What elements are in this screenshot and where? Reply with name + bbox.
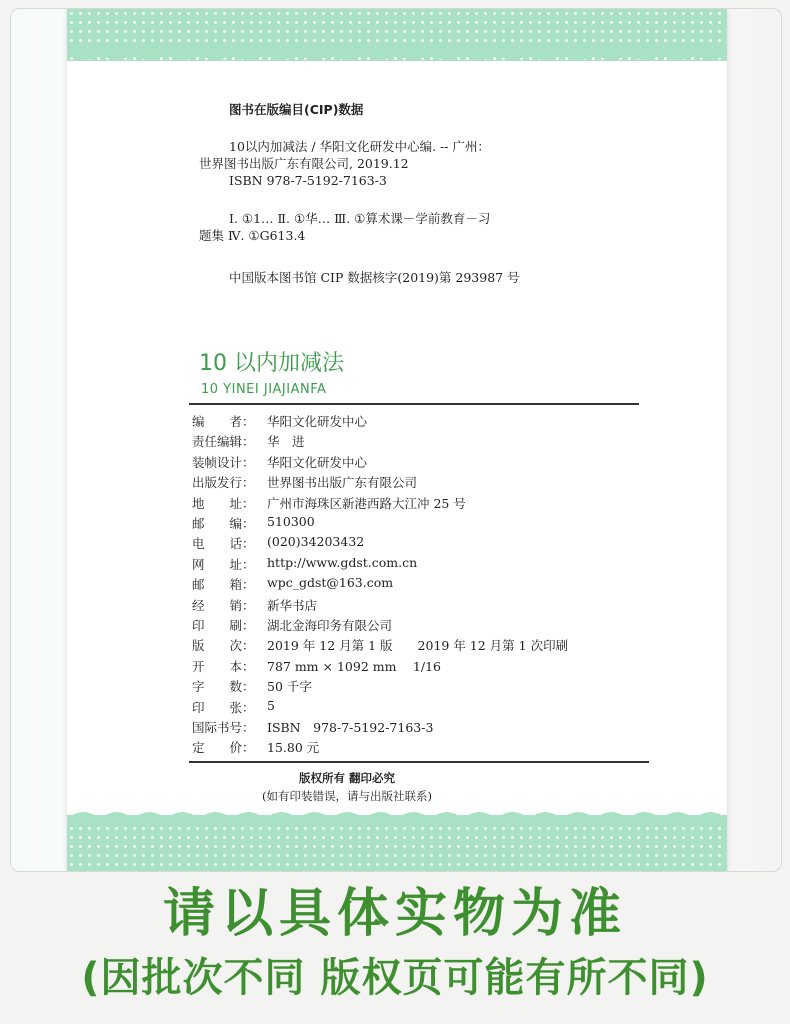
info-label: 经 销： (192, 597, 255, 613)
info-label: 版 次： (192, 638, 255, 654)
info-value: http://www.gdst.com.cn (267, 554, 418, 570)
copyright-notice: 版权所有 翻印必究 (298, 771, 395, 785)
info-value: ISBN 978-7-5192-7163-3 (267, 720, 434, 735)
info-value: 广州市海珠区新港西路大江冲 25 号 (267, 495, 466, 511)
info-value: 15.80 元 (267, 740, 320, 756)
info-label: 国际书号： (192, 720, 255, 735)
info-value: (020)34203432 (267, 534, 365, 550)
info-value: 510300 (267, 514, 315, 529)
info-label: 地 址： (192, 495, 255, 511)
info-label: 网 址： (192, 556, 255, 572)
info-value: wpc_gdst@163.com (267, 575, 394, 591)
cip-number: 中国版本图书馆 CIP 数据核字(2019)第 293987 号 (229, 270, 520, 285)
info-label: 开 本： (192, 658, 255, 674)
copyright-page (67, 9, 727, 871)
info-value: 华 进 (267, 434, 305, 450)
info-value: 50 千字 (267, 679, 312, 695)
cip-line-4: Ⅰ. ①1… Ⅱ. ①华… Ⅲ. ①算术课－学前教育－习 (229, 211, 491, 226)
info-value: 2019 年 12 月第 1 版 2019 年 12 月第 1 次印刷 (267, 638, 569, 654)
info-bottom-rule (189, 761, 649, 763)
info-label: 定 价： (192, 740, 255, 756)
info-value: 湖北金海印务有限公司 (267, 618, 393, 633)
info-label: 责任编辑： (192, 434, 255, 450)
info-value: 787 mm × 1092 mm 1/16 (267, 658, 441, 674)
caption-sub: (因批次不同 版权页可能有所不同) (81, 955, 709, 1001)
info-label: 装帧设计： (192, 454, 255, 470)
page-text (67, 9, 727, 871)
cip-line-1: 10以内加减法 / 华阳文化研发中心编. -- 广州： (229, 139, 490, 154)
info-label: 印 张： (192, 699, 255, 715)
info-label: 出版发行： (192, 475, 255, 491)
printing-error-note: (如有印装错误，请与出版社联系) (262, 789, 432, 803)
info-label: 字 数： (192, 679, 255, 695)
cip-line-3: ISBN 978-7-5192-7163-3 (229, 173, 387, 188)
book-photo (10, 8, 782, 872)
info-label: 编 者： (192, 414, 255, 429)
book-title: 10 以内加减法 (199, 351, 344, 376)
caption-main: 请以具体实物为准 (162, 884, 627, 944)
info-label: 邮 箱： (192, 577, 255, 593)
info-value: 华阳文化研发中心 (267, 414, 368, 429)
cip-title: 图书在版编目(CIP)数据 (229, 102, 364, 117)
cip-line-2: 世界图书出版广东有限公司, 2019.12 (199, 156, 409, 171)
info-value: 5 (267, 697, 275, 713)
book-pinyin: 10 YINEI JIAJIANFA (201, 382, 327, 397)
info-label: 印 刷： (192, 618, 255, 633)
info-label: 电 话： (192, 536, 255, 552)
info-value: 世界图书出版广东有限公司 (267, 475, 418, 491)
info-value: 华阳文化研发中心 (267, 454, 368, 470)
info-label: 邮 编： (192, 516, 255, 531)
info-value: 新华书店 (267, 597, 318, 613)
info-top-rule (189, 403, 639, 405)
cip-line-5: 题集 Ⅳ. ①G613.4 (199, 228, 306, 243)
